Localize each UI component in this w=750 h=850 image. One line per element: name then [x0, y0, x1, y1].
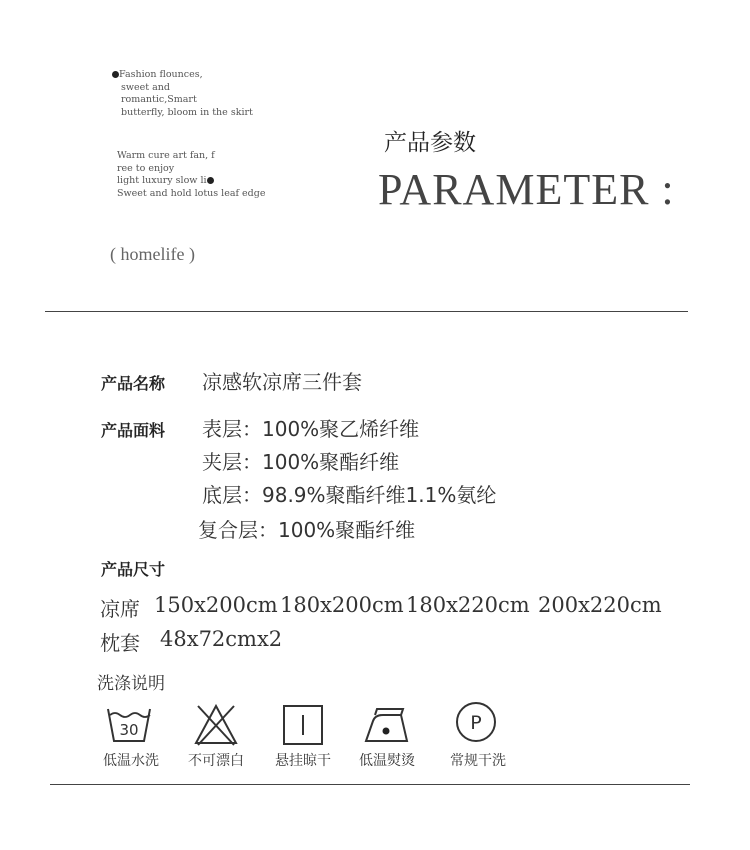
title-english: PARAMETER :: [378, 165, 675, 214]
top-divider: [45, 311, 688, 312]
english-paragraph-2: Warm cure art fan, f ree to enjoy light luxury slow li Sweet and hold lotus leaf edge: [117, 150, 266, 199]
wash-temperature-text: 30: [119, 721, 139, 739]
care-item-wash: [105, 703, 153, 751]
iron-low-icon: [363, 703, 411, 747]
care-item-iron: [363, 703, 411, 751]
hang-dry-icon: [280, 703, 328, 747]
care-caption-no-bleach: 不可漂白: [188, 753, 244, 769]
fabric-line-bottom: 底层：98.9%聚酯纤维1.1%氨纶: [202, 483, 497, 507]
spec-value-name: 凉感软凉席三件套: [202, 370, 362, 394]
pillow-label: 枕套: [100, 631, 140, 655]
bullet-dot: [112, 71, 119, 78]
mat-size-2: 180x200cm: [280, 593, 404, 617]
care-item-hang-dry: [280, 703, 328, 751]
mat-label: 凉席: [100, 597, 140, 621]
title-chinese: 产品参数: [384, 130, 476, 156]
wash-30-icon: [105, 703, 153, 747]
spec-label-size: 产品尺寸: [101, 560, 166, 579]
spec-label-fabric: 产品面料: [101, 421, 166, 440]
mat-size-4: 200x220cm: [538, 593, 662, 617]
care-caption-wash: 低温水洗: [103, 753, 159, 769]
care-caption-dry-clean: 常规干洗: [450, 753, 506, 769]
care-title: 洗涤说明: [97, 674, 165, 694]
no-bleach-icon: [192, 703, 240, 747]
mat-size-3: 180x220cm: [406, 593, 530, 617]
dry-clean-p-icon: [453, 700, 501, 744]
fabric-line-composite: 复合层：100%聚酯纤维: [198, 518, 416, 542]
fabric-line-surface: 表层：100%聚乙烯纤维: [202, 417, 420, 441]
bottom-divider: [50, 784, 690, 785]
care-caption-hang-dry: 悬挂晾干: [275, 753, 331, 769]
spec-label-name: 产品名称: [101, 374, 166, 393]
tagline: ( homelife ): [110, 244, 195, 264]
mat-size-1: 150x200cm: [154, 593, 278, 617]
care-caption-iron: 低温熨烫: [359, 753, 415, 769]
bullet-dot: [207, 177, 214, 184]
dry-clean-letter: P: [470, 712, 482, 734]
care-item-no-bleach: [192, 703, 240, 751]
care-item-dry-clean: [453, 700, 501, 748]
english-paragraph-1: Fashion flounces, sweet and romantic,Smart butterfly, bloom in the skirt: [112, 69, 253, 119]
pillow-size: 48x72cmx2: [160, 627, 283, 651]
fabric-line-middle: 夹层：100%聚酯纤维: [202, 450, 400, 474]
